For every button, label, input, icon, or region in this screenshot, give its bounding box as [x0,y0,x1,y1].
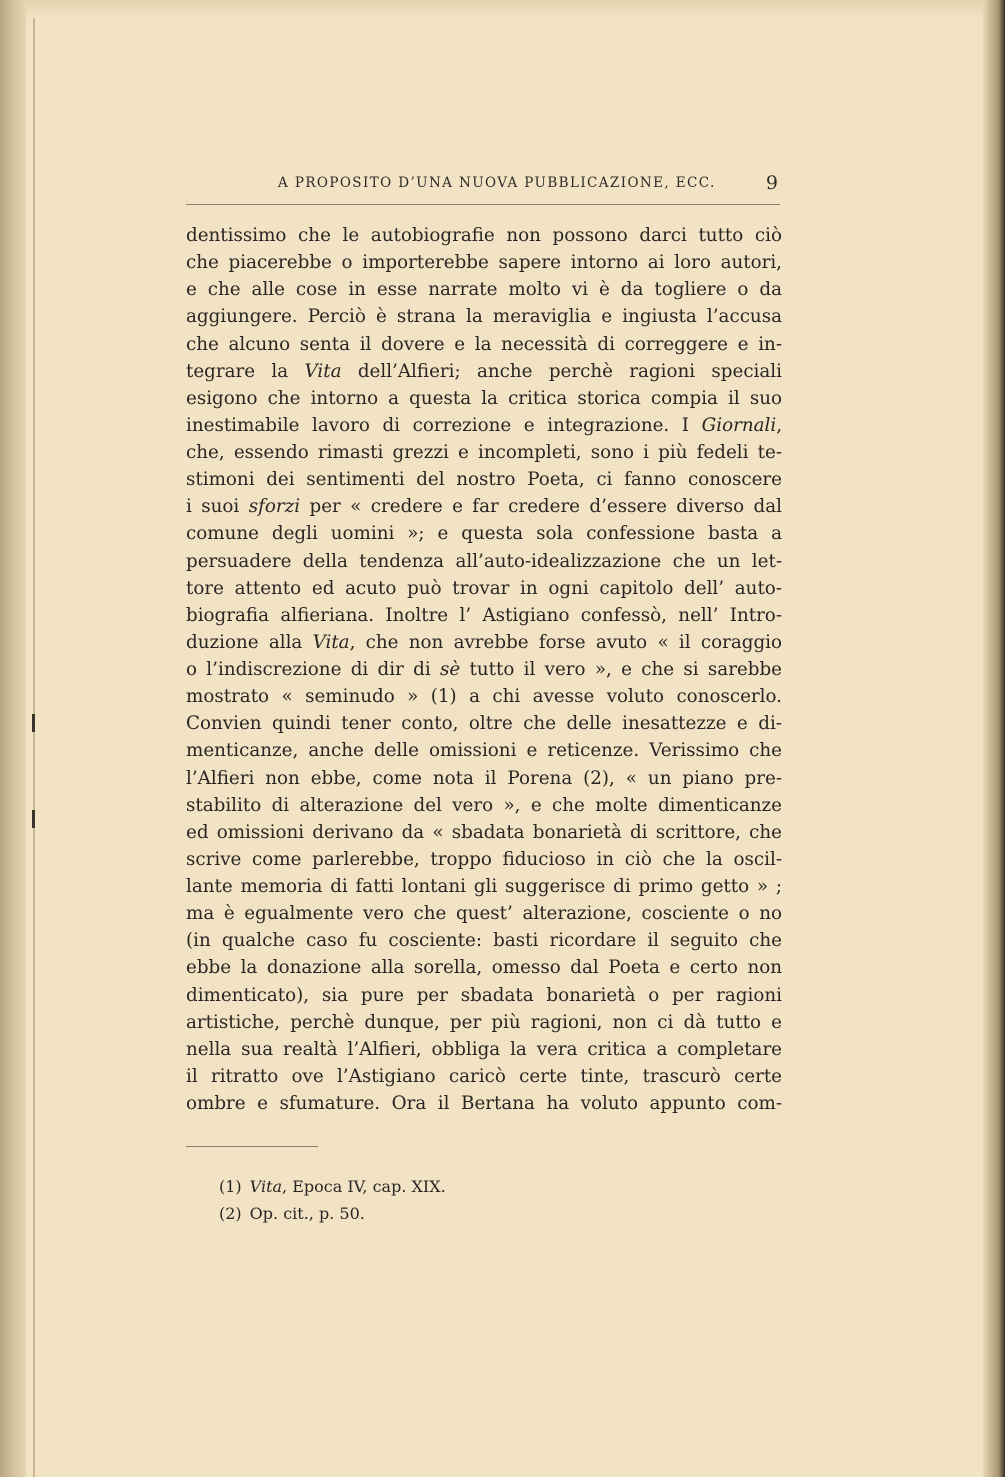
text-line [186,412,782,439]
text-segment: dell’Alfieri; anche perchè ragioni speciali [341,360,782,382]
text-segment: , che non avrebbe forse avuto « il coraggio [349,631,783,653]
text-segment: (in qualche caso fu cosciente: basti ricordare il seguito che [186,930,782,952]
text-segment: aggiungere. Perciò è strana la meraviglia e ingiusta l’accusa [186,306,782,328]
text-segment: che piacerebbe o importerebbe sapere intorno ai loro autori, [186,252,782,274]
text-segment: esigono che intorno a questa la critica storica compia il suo [186,387,782,409]
footnotes [219,1173,446,1227]
footnote-title: Vita [249,1177,283,1196]
text-line [186,792,782,819]
running-title: A PROPOSITO D’UNA NUOVA PUBBLICAZIONE, ECC. [278,175,716,191]
text-segment: stabilito di alterazione del vero », e che molte dimenticanze [186,794,782,816]
text-segment: comune degli uomini »; e questa sola confessione basta a [186,523,782,545]
text-segment: per « credere e far credere d’essere diverso dal [300,496,782,518]
text-segment: che alcuno senta il dovere e la necessità di correggere e in- [186,333,782,355]
footnote-text: , Epoca IV, cap. XIX. [282,1177,446,1196]
text-line [186,331,782,358]
text-line [186,548,782,575]
text-segment: che, essendo rimasti grezzi e incompleti, sono i più fedeli te- [186,442,782,463]
text-line [186,629,782,656]
text-segment: Convien quindi tener conto, oltre che delle inesattezze e di- [186,713,782,735]
text-line [186,575,782,602]
text-segment: tegrare la [186,360,305,382]
text-line [186,520,782,547]
text-segment: i suoi [186,496,249,518]
text-line [186,276,782,303]
text-segment: e che alle cose in esse narrate molto vi è da togliere o da [186,279,782,301]
text-segment: ma è egualmente vero che quest’ alterazione, cosciente o no [186,903,782,925]
page-number: 9 [765,172,778,194]
text-segment: dimenticato), sia pure per sbadata bonarietà o per ragioni [186,984,782,1006]
text-segment: biografia alfieriana. Inoltre l’ Astigiano confessò, nell’ Intro- [186,604,782,626]
text-line [186,385,782,412]
text-line [186,710,782,737]
text-segment: il ritratto ove l’Astigiano caricò certe tinte, trascurò certe [186,1065,782,1087]
page-top-shadow [26,0,983,18]
footnote-marker: (2) [219,1204,242,1223]
margin-mark [32,714,35,732]
text-line [186,466,782,493]
footnote-text: Op. cit., p. 50. [249,1204,365,1223]
text-segment: ebbe la donazione alla sorella, omesso dal Poeta e certo non [186,957,782,979]
text-line [186,982,782,1009]
text-segment: nella sua realtà l’Alfieri, obbliga la vera critica a completare [186,1038,782,1060]
text-line [186,900,782,927]
text-line [186,358,782,385]
italic-text: sè [440,659,461,680]
footnote-2 [219,1200,446,1227]
text-line [186,819,782,846]
text-segment: persuadere della tendenza all’auto-idealizzazione che un let- [186,550,782,572]
page-left-edge [33,0,35,1477]
text-segment: stimoni dei sentimenti del nostro Poeta, ci fanno conoscere [186,469,782,491]
text-line [186,493,782,520]
text-segment: artistiche, perchè dunque, per più ragioni, non ci dà tutto e [186,1011,782,1033]
text-line [186,439,782,466]
book-spine-shadow [0,0,26,1477]
italic-text: Giornali [701,414,777,436]
footnote-separator [186,1146,318,1147]
text-line [186,602,782,629]
running-header [186,172,780,205]
footnote-1 [219,1173,446,1200]
text-line [186,737,782,764]
text-segment: duzione alla [186,631,313,653]
text-line [186,683,782,710]
text-segment: inestimabile lavoro di correzione e integrazione. I [186,414,702,436]
text-segment: scrive come parlerebbe, troppo fiducioso in ciò che la oscil- [186,848,782,870]
text-line [186,873,782,900]
text-segment: menticanze, anche delle omissioni e reticenze. Verissimo che [186,740,782,762]
text-segment: ed omissioni derivano da « sbadata bonarietà di scrittore, che [186,821,782,843]
italic-text: Vita [304,360,342,382]
text-segment: tore attento ed acuto può trovar in ogni capitolo dell’ auto- [186,577,782,599]
text-segment: tutto il vero », e che si sarebbe [460,659,782,680]
text-segment: mostrato « seminudo » (1) a chi avesse voluto conoscerlo. [186,686,782,708]
text-line [186,765,782,792]
footnote-marker: (1) [219,1177,242,1196]
italic-text: sforzi [248,496,301,518]
text-line [186,1090,782,1117]
text-line [186,249,782,276]
italic-text: Vita [312,631,350,653]
text-segment: l’Alfieri non ebbe, come nota il Porena (2), « un piano pre- [186,767,782,789]
text-segment: lante memoria di fatti lontani gli suggerisce di primo getto » ; [186,876,782,897]
text-line [186,656,782,683]
text-line [186,1009,782,1036]
text-segment: dentissimo che le autobiografie non possono darci tutto ciò [186,225,782,246]
body-paragraph [186,222,782,1117]
text-segment: o l’indiscrezione di dir di [186,659,440,680]
page-right-edge [983,0,1005,1477]
text-line [186,1063,782,1090]
text-line [186,954,782,981]
text-line [186,1036,782,1063]
text-line [186,927,782,954]
text-line [186,222,782,249]
text-segment: , [776,414,782,436]
text-segment: ombre e sfumature. Ora il Bertana ha voluto appunto com- [186,1093,782,1114]
text-line [186,303,782,330]
text-line [186,846,782,873]
margin-mark [32,810,35,828]
